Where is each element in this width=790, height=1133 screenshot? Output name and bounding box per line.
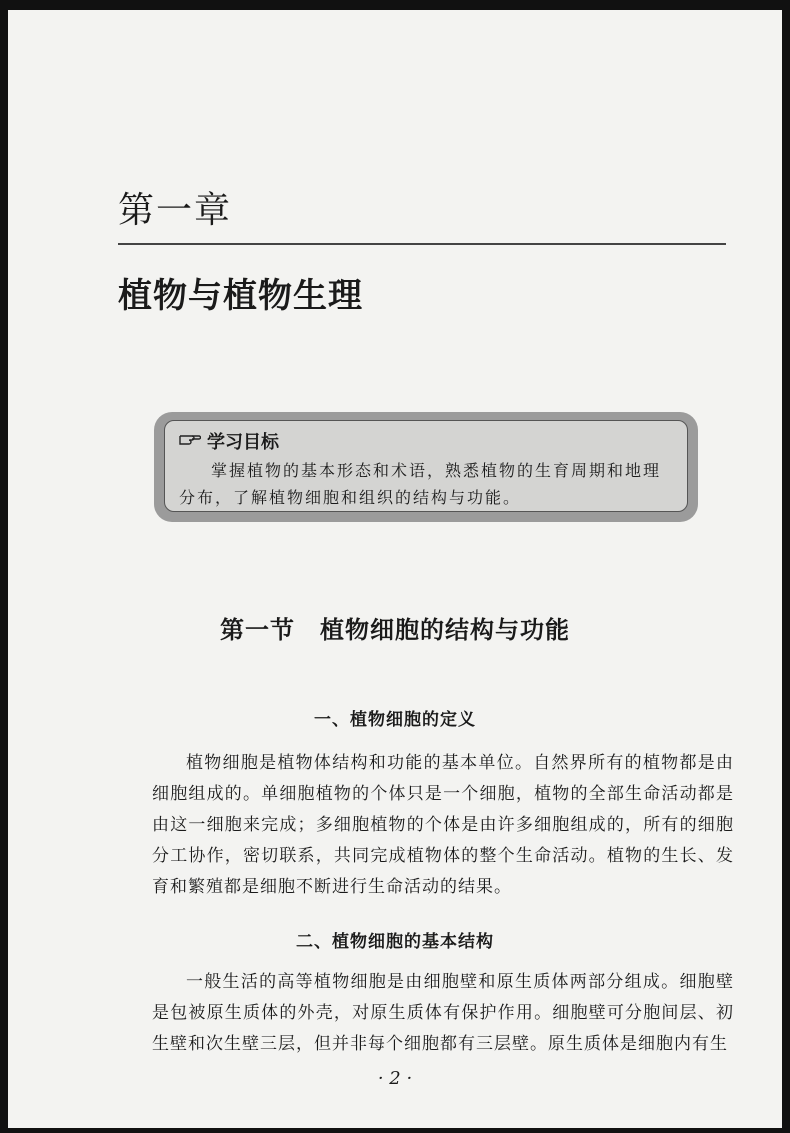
subsection-title-definition: 一、植物细胞的定义 (314, 710, 476, 730)
chapter-label: 第一章 (118, 190, 233, 231)
page-number: · 2 · (377, 1068, 413, 1089)
book-page (8, 10, 782, 1128)
chapter-divider (118, 243, 726, 245)
learning-objective-panel (164, 420, 688, 512)
chapter-title: 植物与植物生理 (118, 276, 363, 316)
learning-objective-text: 掌握植物的基本形态和术语，熟悉植物的生育周期和地理分布，了解植物细胞和组织的结构与功能。 (179, 461, 662, 507)
learning-objective-box (154, 412, 698, 522)
learning-objective-title: 学习目标 (207, 432, 279, 453)
pointing-hand-icon (179, 431, 201, 451)
learning-objective-header (179, 429, 673, 453)
paragraph-definition: 植物细胞是植物体结构和功能的基本单位。自然界所有的植物都是由细胞组成的。单细胞植物的个体只是一个细胞，植物的全部生命活动都是由这一细胞来完成；多细胞植物的个体是由许多细胞组成的，所有的细胞分工协作，密切联系，共同完成植物体的整个生命活动。植物的生长、发育和繁殖都是细胞不断进行生命活动的结果。 (152, 753, 734, 897)
subsection-title-structure: 二、植物细胞的基本结构 (296, 932, 494, 952)
paragraph-structure: 一般生活的高等植物细胞是由细胞壁和原生质体两部分组成。细胞壁是包被原生质体的外壳，对原生质体有保护作用。细胞壁可分胞间层、初生壁和次生壁三层，但并非每个细胞都有三层壁。原生质体是细胞内有生 (152, 972, 734, 1054)
section-title: 第一节 植物细胞的结构与功能 (220, 616, 570, 644)
